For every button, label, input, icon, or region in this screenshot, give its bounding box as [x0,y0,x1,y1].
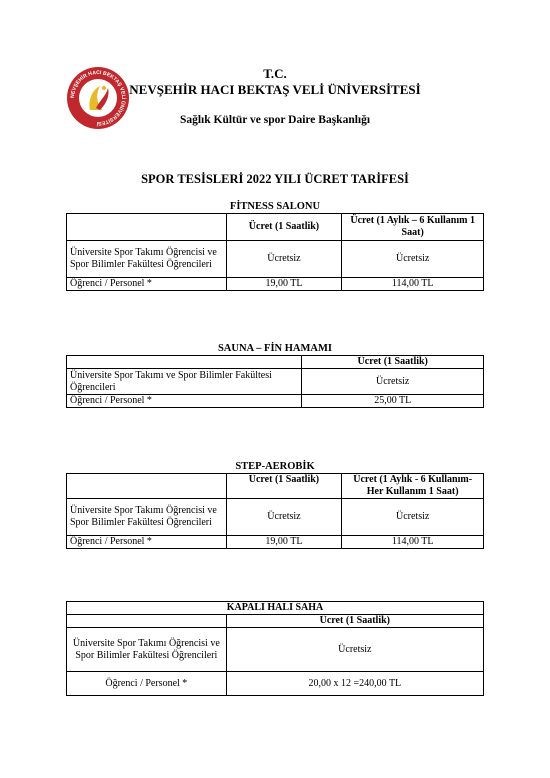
table-row [67,395,484,408]
sauna-col1: Ücret (1 Saatlik) [302,356,484,369]
row-label: Üniversite Spor Takımı ve Spor Bilimler Fakültesi Öğrencileri [67,369,302,395]
hali-title: KAPALI HALI SAHA [67,602,484,615]
fitness-table [66,213,484,291]
hali-col1: Ücret (1 Saatlik) [226,615,483,628]
fitness-col2: Ücret (1 Aylık – 6 Kullanım 1 Saat) [342,214,484,241]
row-value: Ücretsiz [342,499,484,536]
fitness-header-blank [67,214,227,241]
step-table [66,473,484,549]
sauna-title: SAUNA – FİN HAMAMI [217,343,333,354]
row-label: Üniversite Spor Takımı Öğrencisi ve Spor Bilimler Fakültesi Öğrencileri [67,628,227,672]
row-label: Üniversite Spor Takımı Öğrencisi ve Spor Bilimler Fakültesi Öğrencileri [67,241,227,278]
step-col2: Ücret (1 Aylık - 6 Kullanım- Her Kullanım 1 Saat) [342,474,484,499]
header-university: NEVŞEHİR HACI BEKTAŞ VELİ ÜNİVERSİTESİ [129,82,421,97]
row-value: 25,00 TL [302,395,484,408]
hali-header-blank [67,615,227,628]
logo-ring-text: NEVŞEHİR HACI BEKTAŞ VELİ ÜNİVERSİTESİ [69,69,127,127]
header-department: Sağlık Kültür ve spor Daire Başkanlığı [179,114,371,126]
header-country: T.C. [263,66,287,81]
step-col1: Ücret (1 Saatlik) [226,474,342,499]
row-label: Öğrenci / Personel * [67,672,227,696]
row-value: Ücretsiz [226,628,483,672]
table-row [67,672,484,696]
row-value: Ücretsiz [226,241,342,278]
row-label: Öğrenci / Personel * [67,536,227,549]
fitness-title: FİTNESS SALONU [229,201,321,212]
row-label: Üniversite Spor Takımı Öğrencisi ve Spor Bilimler Fakültesi Öğrencileri [67,499,227,536]
table-row [67,628,484,672]
row-value: 20,00 x 12 =240,00 TL [226,672,483,696]
row-value: Ücretsiz [342,241,484,278]
row-value: 19,00 TL [226,278,342,291]
row-value: 19,00 TL [226,536,342,549]
table-row [67,241,484,278]
row-value: 114,00 TL [342,278,484,291]
row-label: Öğrenci / Personel * [67,395,302,408]
sauna-table [66,355,484,408]
fitness-col1: Ücret (1 Saatlik) [226,214,342,241]
row-label: Öğrenci / Personel * [67,278,227,291]
step-title: STEP-AEROBİK [235,461,315,472]
step-header-blank [67,474,227,499]
table-row [67,499,484,536]
row-value: Ücretsiz [226,499,342,536]
table-row [67,536,484,549]
page-title: SPOR TESİSLERİ 2022 YILI ÜCRET TARİFESİ [141,172,409,186]
hali-table [66,601,484,696]
table-row [67,369,484,395]
row-value: 114,00 TL [342,536,484,549]
row-value: Ücretsiz [302,369,484,395]
table-row [67,278,484,291]
sauna-header-blank [67,356,302,369]
